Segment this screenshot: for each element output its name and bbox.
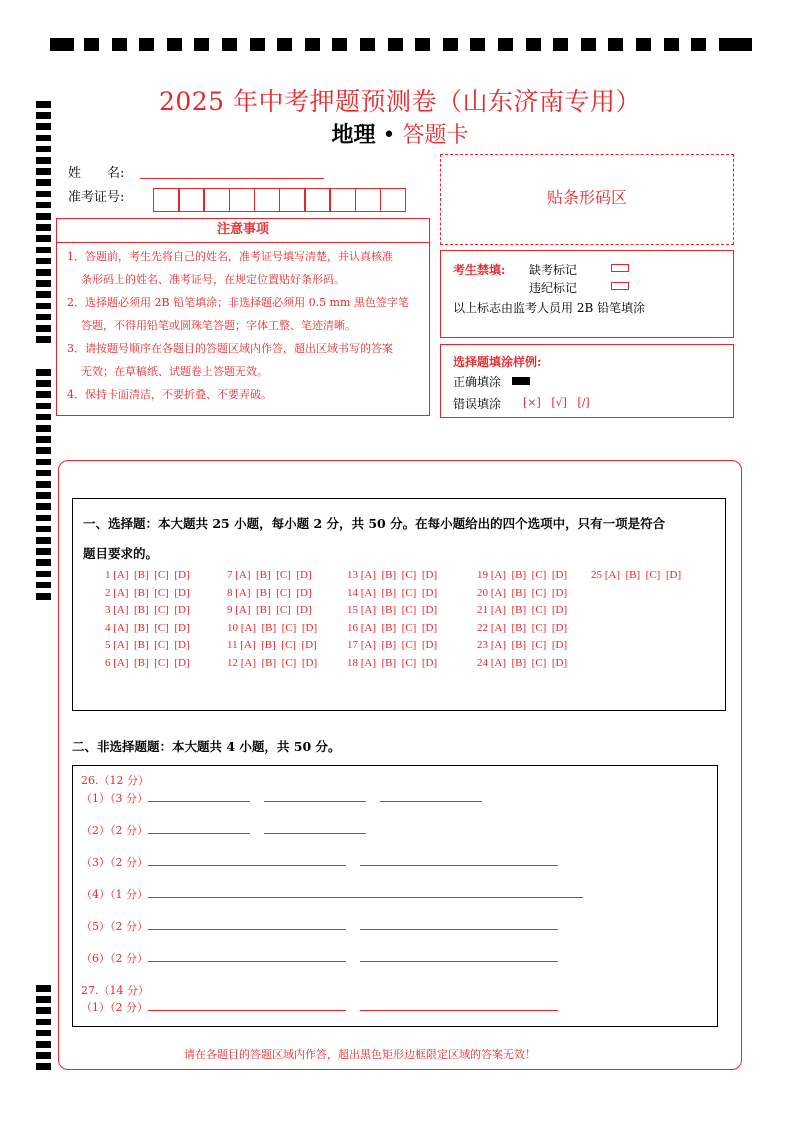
option-bubbles[interactable]: [A] [B] [C] [D] xyxy=(113,621,190,634)
answer-blank[interactable] xyxy=(148,792,250,802)
option-bubbles[interactable]: [A] [B] [C] [D] xyxy=(360,604,438,617)
option-bubbles[interactable]: [A] [B] [C] [D] xyxy=(240,621,318,634)
option-bubbles[interactable]: [A] [B] [C] [D] xyxy=(490,657,568,669)
choice-question-2[interactable] xyxy=(105,587,190,599)
exam-id-digit-box[interactable] xyxy=(178,188,205,212)
exam-id-digit-box[interactable] xyxy=(380,188,407,212)
subtitle-bullet: • xyxy=(382,123,396,148)
question-26-label: 26.（12 分） xyxy=(81,774,149,787)
timing-mark xyxy=(36,436,51,443)
question-number: 24 xyxy=(477,657,491,669)
choice-question-13[interactable] xyxy=(347,569,437,581)
timing-mark xyxy=(36,1007,51,1014)
question-number: 4 xyxy=(105,621,114,634)
answer-blank[interactable] xyxy=(148,824,250,834)
choice-question-24[interactable] xyxy=(477,657,567,669)
q26-part-1 xyxy=(81,790,482,806)
q26-part-3 xyxy=(81,854,558,870)
timing-mark xyxy=(36,593,51,600)
choice-question-25[interactable] xyxy=(591,569,681,581)
question-number: 16 xyxy=(347,621,361,634)
exam-id-digit-box[interactable] xyxy=(229,188,256,212)
question-number: 5 xyxy=(105,639,114,652)
timing-mark xyxy=(36,515,51,522)
option-bubbles[interactable]: [A] [B] [C] [D] xyxy=(490,621,568,634)
wrong-mark: [/] xyxy=(577,396,590,409)
notice-item: 3．请按题号顺序在各题目的答题区域内作答，超出区域书写的答案 xyxy=(67,342,393,355)
notice-item: 2．选择题必须用 2B 铅笔填涂；非选择题必须用 0.5 mm 黑色签字笔 xyxy=(67,296,409,309)
option-bubbles[interactable]: [A] [B] [C] [D] xyxy=(113,604,190,617)
question-27-label: 27.（14 分） xyxy=(81,984,149,997)
exam-id-digit-box[interactable] xyxy=(254,188,281,212)
timing-mark xyxy=(664,38,679,51)
exam-id-digit-box[interactable] xyxy=(279,188,306,212)
timing-mark xyxy=(222,38,237,51)
q26-part-6 xyxy=(81,950,558,966)
question-number: 22 xyxy=(477,621,491,634)
option-bubbles[interactable]: [A] [B] [C] [D] xyxy=(360,569,438,581)
choice-section-heading: 一、选择题：本大题共 25 小题，每小题 2 分，共 50 分。在每小题给出的四个选项中，只有一项是符合 xyxy=(83,516,666,531)
choice-question-11[interactable] xyxy=(227,639,317,651)
timing-mark xyxy=(691,38,706,51)
timing-mark xyxy=(36,526,51,533)
part-label: （3）（2 分） xyxy=(81,856,148,869)
timing-mark xyxy=(636,38,651,51)
absent-mark-box[interactable] xyxy=(611,264,629,272)
question-number: 20 xyxy=(477,586,491,599)
part-label: （2）（2 分） xyxy=(81,824,148,837)
option-bubbles[interactable]: [A] [B] [C] [D] xyxy=(490,569,568,581)
notice-item: 1．答题前，考生先将自己的姓名，准考证号填写清楚，并认真核准 xyxy=(67,250,393,263)
timing-mark xyxy=(84,38,99,51)
choice-question-15[interactable] xyxy=(347,604,437,616)
question-number: 19 xyxy=(477,569,491,581)
answer-blank[interactable] xyxy=(360,856,558,866)
option-bubbles[interactable]: [A] [B] [C] [D] xyxy=(490,586,568,599)
exam-id-digit-box[interactable] xyxy=(304,188,331,212)
barcode-label: 贴条形码区 xyxy=(546,188,627,207)
timing-mark xyxy=(36,168,51,175)
timing-mark xyxy=(332,38,347,51)
timing-mark xyxy=(36,336,51,343)
option-bubbles[interactable]: [A] [B] [C] [D] xyxy=(360,657,438,669)
timing-mark xyxy=(36,1019,51,1026)
question-number: 15 xyxy=(347,604,361,617)
timing-mark xyxy=(36,403,51,410)
choice-question-19[interactable] xyxy=(477,569,567,581)
option-bubbles[interactable]: [A] [B] [C] [D] xyxy=(113,657,190,669)
option-bubbles[interactable]: [A] [B] [C] [D] xyxy=(113,586,190,599)
notice-item: 4．保持卡面清洁，不要折叠、不要弄破。 xyxy=(67,388,272,401)
choice-question-3[interactable] xyxy=(105,604,190,616)
timing-mark xyxy=(36,481,51,488)
timing-mark xyxy=(36,269,51,276)
choice-question-8[interactable] xyxy=(227,587,312,599)
timing-mark xyxy=(36,258,51,265)
choice-question-20[interactable] xyxy=(477,587,567,599)
q27-part-1 xyxy=(81,999,558,1015)
question-number: 6 xyxy=(105,657,114,669)
notice-item: 无效；在草稿纸、试题卷上答题无效。 xyxy=(81,365,268,378)
answer-blank[interactable] xyxy=(148,920,346,930)
q26-part-4 xyxy=(81,886,583,902)
timing-mark xyxy=(277,38,292,51)
question-number: 17 xyxy=(347,639,361,652)
timing-mark xyxy=(581,38,596,51)
timing-mark xyxy=(36,291,51,298)
timing-mark xyxy=(36,235,51,242)
question-number: 7 xyxy=(227,569,236,581)
timing-mark xyxy=(36,224,51,231)
notice-item: 条形码上的姓名、准考证号，在规定位置贴好条形码。 xyxy=(81,273,345,286)
option-bubbles[interactable]: [A] [B] [C] [D] xyxy=(490,639,568,652)
nonchoice-section-heading: 二、非选择题题：本大题共 4 小题，共 50 分。 xyxy=(72,739,341,754)
question-number: 2 xyxy=(105,586,114,599)
wrong-fill-samples xyxy=(523,396,590,409)
choice-question-7[interactable] xyxy=(227,569,312,581)
notice-item: 答题，不得用铅笔或圆珠笔答题；字体工整、笔迹清晰。 xyxy=(81,319,356,332)
answer-blank[interactable] xyxy=(148,952,346,962)
question-number: 3 xyxy=(105,604,114,617)
timing-mark xyxy=(250,38,265,51)
notice-heading: 注意事项 xyxy=(57,219,429,243)
violation-mark-box[interactable] xyxy=(611,282,629,290)
option-bubbles[interactable]: [A] [B] [C] [D] xyxy=(235,586,312,599)
forbidden-label: 考生禁填: xyxy=(453,263,506,277)
timing-mark xyxy=(36,247,51,254)
timing-mark xyxy=(36,459,51,466)
timing-mark xyxy=(36,582,51,589)
timing-mark xyxy=(36,369,51,376)
timing-mark xyxy=(526,38,541,51)
correct-fill-sample xyxy=(512,377,530,385)
timing-mark xyxy=(36,213,51,220)
answer-blank[interactable] xyxy=(360,920,558,930)
part-label: （4）（1 分） xyxy=(81,888,148,901)
q26-part-5 xyxy=(81,918,558,934)
question-number: 23 xyxy=(477,639,491,652)
q26-part-2 xyxy=(81,822,366,838)
timing-mark xyxy=(36,425,51,432)
answer-blank[interactable] xyxy=(148,1001,346,1011)
timing-mark xyxy=(36,503,51,510)
name-label: 姓 名: xyxy=(68,166,125,181)
exam-title: 2025 年中考押题预测卷（山东济南专用） xyxy=(158,87,642,116)
forbidden-box xyxy=(440,250,734,338)
choice-question-4[interactable] xyxy=(105,622,190,634)
absent-label: 缺考标记 xyxy=(529,263,578,277)
exam-id-label: 准考证号: xyxy=(68,190,125,205)
timing-mark xyxy=(36,414,51,421)
timing-mark xyxy=(608,38,623,51)
exam-id-digit-box[interactable] xyxy=(153,188,180,212)
exam-id-digit-box[interactable] xyxy=(203,188,230,212)
violation-label: 违纪标记 xyxy=(529,281,578,295)
timing-mark xyxy=(36,985,51,992)
timing-mark xyxy=(36,492,51,499)
question-number: 14 xyxy=(347,586,361,599)
timing-mark xyxy=(36,548,51,555)
question-number: 12 xyxy=(227,657,241,669)
part-label: （1）（2 分） xyxy=(81,1001,148,1014)
option-bubbles[interactable]: [A] [B] [C] [D] xyxy=(240,639,317,652)
option-bubbles[interactable]: [A] [B] [C] [D] xyxy=(604,569,682,581)
exam-id-digit-box[interactable] xyxy=(329,188,356,212)
timing-mark xyxy=(36,191,51,198)
wrong-mark: [×] xyxy=(523,396,541,409)
answer-blank[interactable] xyxy=(360,1001,558,1011)
footer-note: 请在各题目的答题区域内作答，超出黑色矩形边框限定区域的答案无效！ xyxy=(184,1048,536,1061)
option-bubbles[interactable]: [A] [B] [C] [D] xyxy=(360,586,438,599)
timing-mark xyxy=(726,38,752,51)
barcode-area xyxy=(440,154,734,245)
option-bubbles[interactable]: [A] [B] [C] [D] xyxy=(240,657,318,669)
wrong-mark: [√] xyxy=(551,396,567,409)
choice-question-5[interactable] xyxy=(105,639,190,651)
timing-mark xyxy=(36,1030,51,1037)
choice-question-17[interactable] xyxy=(347,639,437,651)
choice-section-box xyxy=(72,498,726,711)
timing-mark xyxy=(36,447,51,454)
timing-mark xyxy=(36,314,51,321)
choice-answer-grid xyxy=(105,569,725,679)
timing-mark xyxy=(167,38,182,51)
timing-mark xyxy=(443,38,458,51)
timing-mark xyxy=(36,537,51,544)
exam-id-boxes[interactable] xyxy=(153,188,405,212)
question-number: 21 xyxy=(477,604,491,617)
option-bubbles[interactable]: [A] [B] [C] [D] xyxy=(360,639,438,652)
forbidden-note: 以上标志由监考人员用 2B 铅笔填涂 xyxy=(453,301,646,315)
timing-mark xyxy=(415,38,430,51)
timing-mark xyxy=(36,157,51,164)
timing-mark xyxy=(498,38,513,51)
choice-question-23[interactable] xyxy=(477,639,567,651)
answer-blank[interactable] xyxy=(148,856,346,866)
choice-question-16[interactable] xyxy=(347,622,437,634)
fill-example-box xyxy=(440,344,734,418)
option-bubbles[interactable]: [A] [B] [C] [D] xyxy=(235,569,312,581)
option-bubbles[interactable]: [A] [B] [C] [D] xyxy=(113,569,190,581)
timing-mark xyxy=(36,470,51,477)
option-bubbles[interactable]: [A] [B] [C] [D] xyxy=(235,604,312,617)
nonchoice-section-box xyxy=(72,765,718,1027)
choice-question-12[interactable] xyxy=(227,657,317,669)
timing-mark xyxy=(360,38,375,51)
question-number: 1 xyxy=(105,569,114,581)
question-number: 10 xyxy=(227,621,241,634)
option-bubbles[interactable]: [A] [B] [C] [D] xyxy=(360,621,438,634)
timing-mark xyxy=(36,202,51,209)
exam-id-digit-box[interactable] xyxy=(355,188,382,212)
timing-mark xyxy=(36,325,51,332)
choice-question-18[interactable] xyxy=(347,657,437,669)
timing-mark xyxy=(470,38,485,51)
answer-blank[interactable] xyxy=(380,792,482,802)
timing-mark xyxy=(36,280,51,287)
choice-question-1[interactable] xyxy=(105,569,190,581)
answer-blank[interactable] xyxy=(264,792,366,802)
part-label: （1）（3 分） xyxy=(81,792,148,805)
subject-name: 地理 xyxy=(331,122,376,148)
name-field[interactable] xyxy=(140,178,324,179)
timing-mark xyxy=(305,38,320,51)
question-number: 9 xyxy=(227,604,236,617)
question-number: 11 xyxy=(227,639,241,652)
choice-question-21[interactable] xyxy=(477,604,567,616)
timing-mark xyxy=(36,1063,51,1070)
sheet-name: 答题卡 xyxy=(402,123,469,148)
timing-mark xyxy=(36,996,51,1003)
choice-question-10[interactable] xyxy=(227,622,317,634)
timing-marks-top xyxy=(50,38,752,52)
part-label: （6）（2 分） xyxy=(81,952,148,965)
option-bubbles[interactable]: [A] [B] [C] [D] xyxy=(113,639,190,652)
timing-mark xyxy=(388,38,403,51)
timing-mark xyxy=(36,303,51,310)
notice-box xyxy=(56,218,430,416)
sheet-subtitle xyxy=(0,118,800,149)
fill-example-label: 选择题填涂样例: xyxy=(453,355,542,369)
question-number: 18 xyxy=(347,657,361,669)
question-number: 25 xyxy=(591,569,605,581)
timing-mark xyxy=(139,38,154,51)
choice-question-6[interactable] xyxy=(105,657,190,669)
correct-fill-label: 正确填涂 xyxy=(453,375,502,389)
option-bubbles[interactable]: [A] [B] [C] [D] xyxy=(490,604,568,617)
question-number: 13 xyxy=(347,569,361,581)
answer-blank[interactable] xyxy=(360,952,558,962)
timing-mark xyxy=(194,38,209,51)
wrong-fill-label: 错误填涂 xyxy=(453,397,502,411)
timing-mark xyxy=(553,38,568,51)
part-label: （5）（2 分） xyxy=(81,920,148,933)
timing-mark xyxy=(36,571,51,578)
choice-question-9[interactable] xyxy=(227,604,312,616)
timing-mark xyxy=(36,179,51,186)
choice-question-22[interactable] xyxy=(477,622,567,634)
timing-mark xyxy=(36,380,51,387)
answer-blank[interactable] xyxy=(264,824,366,834)
timing-mark xyxy=(36,559,51,566)
question-number: 8 xyxy=(227,586,236,599)
timing-mark xyxy=(112,38,127,51)
answer-blank[interactable] xyxy=(148,888,583,898)
timing-mark xyxy=(36,391,51,398)
timing-mark xyxy=(50,38,74,51)
choice-section-heading-2: 题目要求的。 xyxy=(83,546,159,561)
choice-question-14[interactable] xyxy=(347,587,437,599)
